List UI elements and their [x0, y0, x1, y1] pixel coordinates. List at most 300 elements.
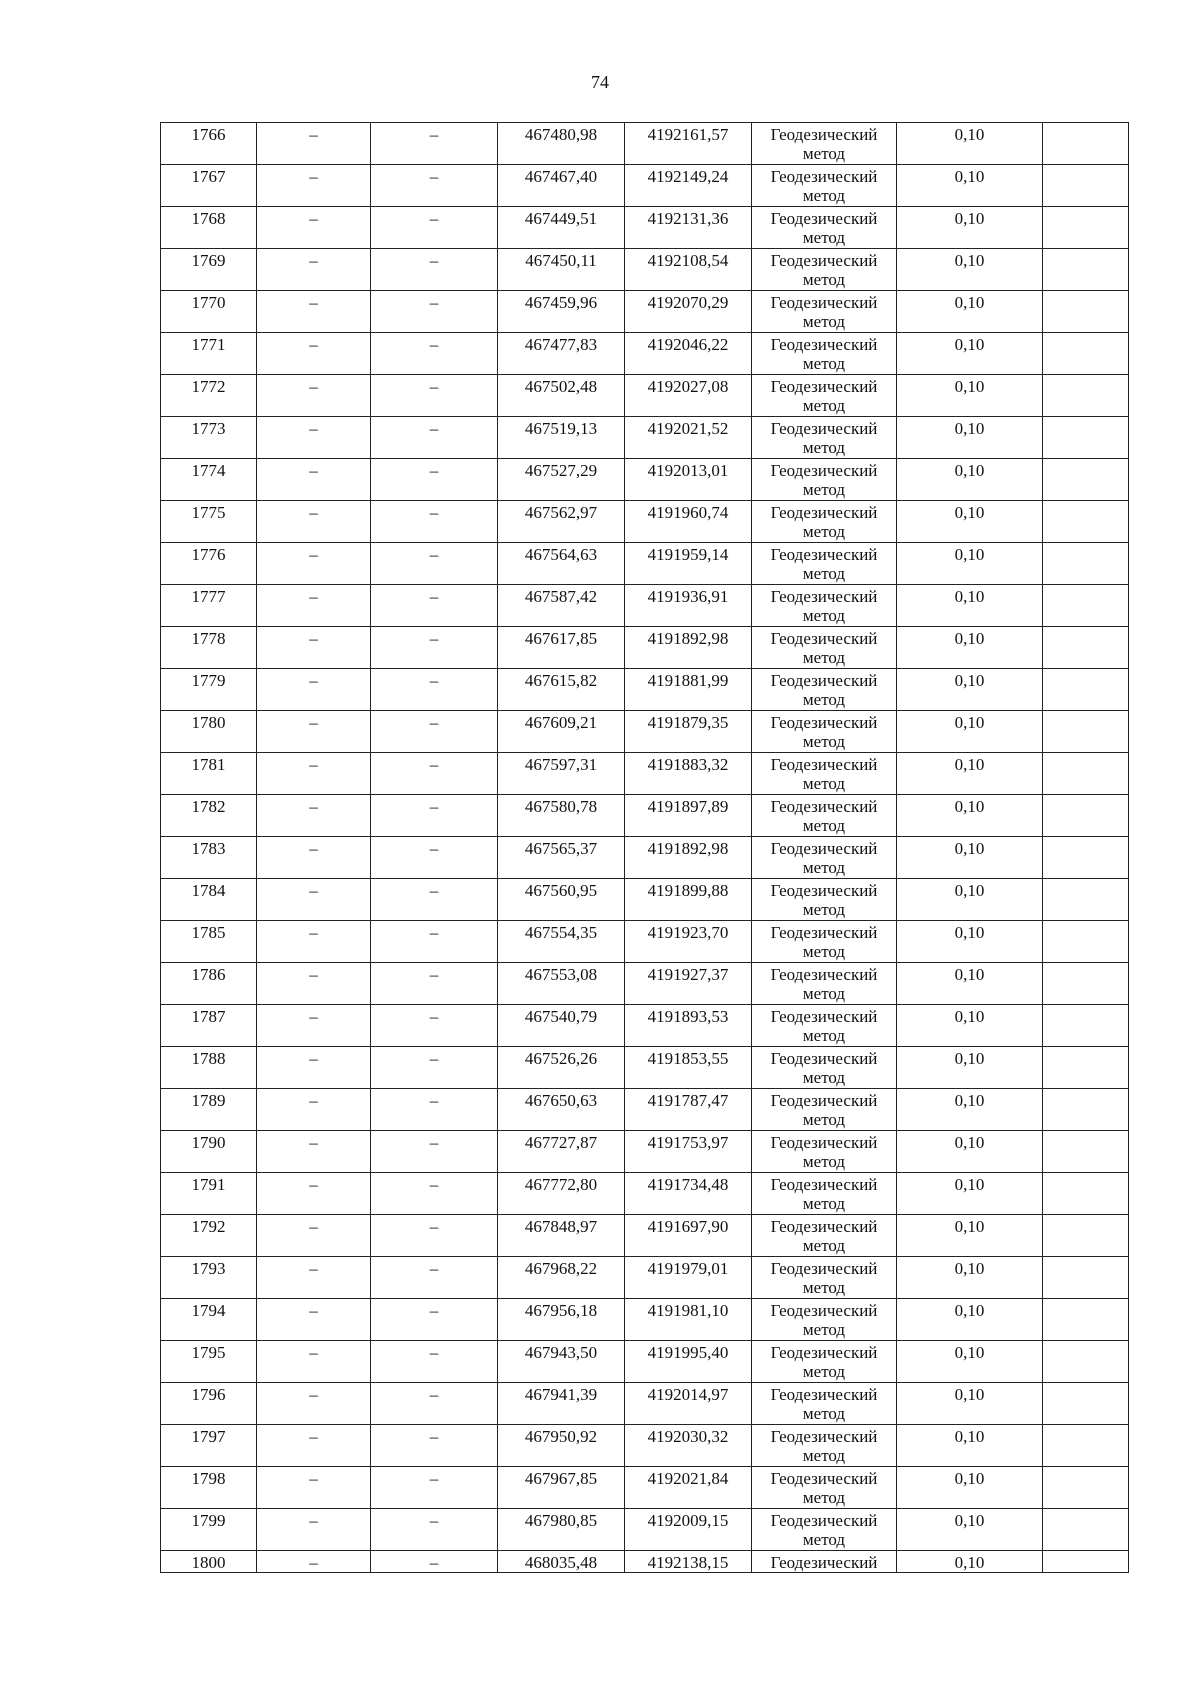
- x-coordinate-text: 467564,63: [524, 545, 598, 564]
- accuracy-cell: [897, 375, 1043, 417]
- method-text: Геодезический метод: [770, 1343, 878, 1381]
- accuracy-cell: [897, 165, 1043, 207]
- accuracy-text: 0,10: [954, 1049, 985, 1068]
- dash-cell-b: [371, 1425, 498, 1467]
- y-coordinate-cell: [625, 1509, 752, 1551]
- x-coordinate-cell: [498, 1467, 625, 1509]
- accuracy-text: 0,10: [954, 629, 985, 648]
- extra-text: [1043, 1425, 1128, 1427]
- accuracy-text: 0,10: [954, 797, 985, 816]
- method-cell: [752, 1173, 897, 1215]
- table-row: [161, 879, 1129, 921]
- x-coordinate-cell: [498, 291, 625, 333]
- extra-text: [1043, 165, 1128, 167]
- dash-text-a: –: [309, 881, 318, 900]
- dash-cell-a: [257, 123, 371, 165]
- x-coordinate-text: 467562,97: [524, 503, 598, 522]
- point-number-cell: [161, 627, 257, 669]
- y-coordinate-cell: [625, 669, 752, 711]
- dash-text-b: –: [429, 1301, 439, 1320]
- extra-text: [1043, 375, 1128, 377]
- extra-cell: [1043, 837, 1129, 879]
- point-number-cell: [161, 1089, 257, 1131]
- dash-cell-b: [371, 1173, 498, 1215]
- accuracy-cell: [897, 585, 1043, 627]
- dash-text-a: –: [309, 377, 318, 396]
- x-coordinate-cell: [498, 627, 625, 669]
- x-coordinate-cell: [498, 669, 625, 711]
- x-coordinate-text: 467477,83: [524, 335, 598, 354]
- method-cell: [752, 1257, 897, 1299]
- dash-text-b: –: [429, 923, 439, 942]
- x-coordinate-cell: [498, 879, 625, 921]
- y-coordinate-text: 4192030,32: [647, 1427, 729, 1446]
- method-text: Геодезический метод: [770, 1427, 878, 1465]
- x-coordinate-text: 467459,96: [524, 293, 598, 312]
- x-coordinate-text: 467580,78: [524, 797, 598, 816]
- x-coordinate-text: 467967,85: [524, 1469, 598, 1488]
- table-row: [161, 207, 1129, 249]
- table-row: [161, 1551, 1129, 1573]
- extra-text: [1043, 1383, 1128, 1385]
- y-coordinate-text: 4191899,88: [647, 881, 729, 900]
- x-coordinate-cell: [498, 963, 625, 1005]
- table-row: [161, 669, 1129, 711]
- dash-cell-a: [257, 1173, 371, 1215]
- point-number-cell: [161, 501, 257, 543]
- table-body: [161, 123, 1129, 1573]
- dash-cell-b: [371, 249, 498, 291]
- y-coordinate-cell: [625, 165, 752, 207]
- method-text: Геодезический метод: [770, 797, 878, 835]
- extra-cell: [1043, 1257, 1129, 1299]
- x-coordinate-cell: [498, 1425, 625, 1467]
- accuracy-cell: [897, 1131, 1043, 1173]
- x-coordinate-cell: [498, 1509, 625, 1551]
- dash-text-b: –: [429, 1511, 439, 1530]
- x-coordinate-text: 467772,80: [524, 1175, 598, 1194]
- accuracy-cell: [897, 291, 1043, 333]
- accuracy-text: 0,10: [954, 755, 985, 774]
- accuracy-cell: [897, 1173, 1043, 1215]
- y-coordinate-text: 4191787,47: [647, 1091, 729, 1110]
- x-coordinate-cell: [498, 1131, 625, 1173]
- method-cell: [752, 417, 897, 459]
- accuracy-text: 0,10: [954, 125, 985, 144]
- method-text: Геодезический метод: [770, 1049, 878, 1087]
- extra-text: [1043, 1215, 1128, 1217]
- y-coordinate-cell: [625, 711, 752, 753]
- point-number-text: 1800: [191, 1553, 226, 1572]
- y-coordinate-cell: [625, 837, 752, 879]
- extra-cell: [1043, 1467, 1129, 1509]
- dash-text-b: –: [429, 881, 439, 900]
- accuracy-text: 0,10: [954, 1385, 985, 1404]
- dash-cell-a: [257, 459, 371, 501]
- y-coordinate-text: 4191853,55: [647, 1049, 729, 1068]
- accuracy-cell: [897, 333, 1043, 375]
- extra-text: [1043, 1173, 1128, 1175]
- dash-cell-a: [257, 543, 371, 585]
- method-cell: [752, 669, 897, 711]
- y-coordinate-text: 4191959,14: [647, 545, 729, 564]
- extra-text: [1043, 1047, 1128, 1049]
- dash-text-a: –: [309, 587, 318, 606]
- method-cell: [752, 1551, 897, 1573]
- accuracy-cell: [897, 921, 1043, 963]
- extra-cell: [1043, 753, 1129, 795]
- point-number-text: 1795: [191, 1343, 226, 1362]
- point-number-text: 1794: [191, 1301, 226, 1320]
- dash-text-b: –: [429, 1217, 439, 1236]
- extra-text: [1043, 123, 1128, 125]
- dash-cell-a: [257, 1341, 371, 1383]
- accuracy-cell: [897, 1005, 1043, 1047]
- accuracy-text: 0,10: [954, 587, 985, 606]
- y-coordinate-cell: [625, 1425, 752, 1467]
- page-number: 74: [591, 72, 609, 92]
- dash-cell-b: [371, 795, 498, 837]
- dash-text-a: –: [309, 1259, 318, 1278]
- accuracy-cell: [897, 459, 1043, 501]
- accuracy-text: 0,10: [954, 923, 985, 942]
- point-number-text: 1793: [191, 1259, 226, 1278]
- accuracy-cell: [897, 1341, 1043, 1383]
- dash-cell-a: [257, 585, 371, 627]
- dash-text-a: –: [309, 209, 318, 228]
- table-row: [161, 795, 1129, 837]
- y-coordinate-cell: [625, 501, 752, 543]
- table-row: [161, 1257, 1129, 1299]
- method-text: Геодезический метод: [770, 1217, 878, 1255]
- method-text: Геодезический метод: [770, 839, 878, 877]
- accuracy-text: 0,10: [954, 335, 985, 354]
- extra-text: [1043, 669, 1128, 671]
- dash-text-a: –: [309, 461, 318, 480]
- dash-text-b: –: [429, 377, 439, 396]
- point-number-text: 1796: [191, 1385, 226, 1404]
- method-text: Геодезический метод: [770, 377, 878, 415]
- dash-text-a: –: [309, 251, 318, 270]
- method-text: Геодезический метод: [770, 125, 878, 163]
- accuracy-cell: [897, 795, 1043, 837]
- y-coordinate-text: 4191892,98: [647, 629, 729, 648]
- dash-cell-b: [371, 1551, 498, 1573]
- dash-text-a: –: [309, 629, 318, 648]
- extra-cell: [1043, 879, 1129, 921]
- extra-text: [1043, 207, 1128, 209]
- y-coordinate-text: 4191753,97: [647, 1133, 729, 1152]
- dash-text-a: –: [309, 923, 318, 942]
- extra-cell: [1043, 585, 1129, 627]
- x-coordinate-cell: [498, 1299, 625, 1341]
- method-cell: [752, 459, 897, 501]
- dash-cell-b: [371, 1341, 498, 1383]
- dash-cell-b: [371, 879, 498, 921]
- y-coordinate-cell: [625, 417, 752, 459]
- x-coordinate-text: 467467,40: [524, 167, 598, 186]
- dash-cell-a: [257, 1131, 371, 1173]
- y-coordinate-text: 4192014,97: [647, 1385, 729, 1404]
- extra-cell: [1043, 1173, 1129, 1215]
- point-number-cell: [161, 669, 257, 711]
- point-number-cell: [161, 837, 257, 879]
- dash-cell-a: [257, 375, 371, 417]
- dash-text-b: –: [429, 1049, 439, 1068]
- dash-text-a: –: [309, 1217, 318, 1236]
- y-coordinate-text: 4192138,15: [647, 1553, 729, 1572]
- point-number-cell: [161, 291, 257, 333]
- method-cell: [752, 1005, 897, 1047]
- accuracy-text: 0,10: [954, 1553, 985, 1572]
- extra-text: [1043, 1467, 1128, 1469]
- x-coordinate-cell: [498, 375, 625, 417]
- dash-cell-b: [371, 753, 498, 795]
- table-row: [161, 837, 1129, 879]
- dash-cell-b: [371, 1131, 498, 1173]
- table-row: [161, 459, 1129, 501]
- table-row: [161, 627, 1129, 669]
- x-coordinate-text: 468035,48: [524, 1553, 598, 1572]
- dash-cell-a: [257, 165, 371, 207]
- point-number-text: 1777: [191, 587, 226, 606]
- dash-text-a: –: [309, 503, 318, 522]
- method-cell: [752, 1509, 897, 1551]
- dash-cell-a: [257, 417, 371, 459]
- x-coordinate-cell: [498, 1047, 625, 1089]
- dash-text-b: –: [429, 629, 439, 648]
- dash-text-b: –: [429, 1553, 439, 1572]
- x-coordinate-cell: [498, 123, 625, 165]
- point-number-cell: [161, 585, 257, 627]
- dash-cell-a: [257, 795, 371, 837]
- method-text: Геодезический метод: [770, 881, 878, 919]
- dash-text-a: –: [309, 1091, 318, 1110]
- dash-cell-b: [371, 1005, 498, 1047]
- accuracy-text: 0,10: [954, 1259, 985, 1278]
- dash-text-a: –: [309, 797, 318, 816]
- x-coordinate-text: 467540,79: [524, 1007, 598, 1026]
- method-cell: [752, 375, 897, 417]
- x-coordinate-cell: [498, 1383, 625, 1425]
- y-coordinate-cell: [625, 1215, 752, 1257]
- dash-cell-a: [257, 921, 371, 963]
- x-coordinate-text: 467943,50: [524, 1343, 598, 1362]
- dash-cell-a: [257, 1089, 371, 1131]
- dash-cell-b: [371, 1467, 498, 1509]
- extra-cell: [1043, 1089, 1129, 1131]
- point-number-text: 1781: [191, 755, 226, 774]
- extra-cell: [1043, 291, 1129, 333]
- method-text: Геодезический метод: [770, 755, 878, 793]
- dash-cell-a: [257, 669, 371, 711]
- extra-text: [1043, 1509, 1128, 1511]
- y-coordinate-text: 4192009,15: [647, 1511, 729, 1530]
- y-coordinate-text: 4191923,70: [647, 923, 729, 942]
- point-number-cell: [161, 711, 257, 753]
- point-number-cell: [161, 333, 257, 375]
- accuracy-text: 0,10: [954, 1217, 985, 1236]
- accuracy-text: 0,10: [954, 1301, 985, 1320]
- method-text: Геодезический метод: [770, 1385, 878, 1423]
- method-cell: [752, 1467, 897, 1509]
- point-number-cell: [161, 1425, 257, 1467]
- y-coordinate-text: 4191734,48: [647, 1175, 729, 1194]
- dash-text-b: –: [429, 545, 439, 564]
- accuracy-cell: [897, 1467, 1043, 1509]
- dash-text-b: –: [429, 209, 439, 228]
- method-text: Геодезический метод: [770, 503, 878, 541]
- dash-cell-b: [371, 417, 498, 459]
- method-cell: [752, 837, 897, 879]
- dash-cell-a: [257, 963, 371, 1005]
- accuracy-cell: [897, 1509, 1043, 1551]
- method-cell: [752, 249, 897, 291]
- extra-cell: [1043, 249, 1129, 291]
- y-coordinate-text: 4192021,84: [647, 1469, 729, 1488]
- y-coordinate-text: 4192013,01: [647, 461, 729, 480]
- extra-text: [1043, 1257, 1128, 1259]
- accuracy-text: 0,10: [954, 671, 985, 690]
- dash-text-a: –: [309, 1133, 318, 1152]
- table-row: [161, 753, 1129, 795]
- y-coordinate-cell: [625, 753, 752, 795]
- point-number-text: 1797: [191, 1427, 226, 1446]
- dash-cell-a: [257, 1299, 371, 1341]
- table-row: [161, 1215, 1129, 1257]
- method-cell: [752, 879, 897, 921]
- y-coordinate-text: 4192149,24: [647, 167, 729, 186]
- table-row: [161, 165, 1129, 207]
- accuracy-text: 0,10: [954, 1007, 985, 1026]
- y-coordinate-text: 4192021,52: [647, 419, 729, 438]
- extra-cell: [1043, 795, 1129, 837]
- x-coordinate-text: 467980,85: [524, 1511, 598, 1530]
- dash-cell-b: [371, 711, 498, 753]
- y-coordinate-cell: [625, 795, 752, 837]
- table-row: [161, 1047, 1129, 1089]
- x-coordinate-cell: [498, 921, 625, 963]
- table-row: [161, 1131, 1129, 1173]
- y-coordinate-text: 4191893,53: [647, 1007, 729, 1026]
- dash-text-b: –: [429, 797, 439, 816]
- point-number-text: 1787: [191, 1007, 226, 1026]
- method-text: Геодезический метод: [770, 923, 878, 961]
- accuracy-text: 0,10: [954, 503, 985, 522]
- dash-cell-b: [371, 1047, 498, 1089]
- extra-cell: [1043, 207, 1129, 249]
- method-cell: [752, 627, 897, 669]
- extra-text: [1043, 921, 1128, 923]
- point-number-cell: [161, 795, 257, 837]
- method-text: Геодезический метод: [770, 1259, 878, 1297]
- method-text: Геодезический метод: [770, 1133, 878, 1171]
- x-coordinate-text: 467519,13: [524, 419, 598, 438]
- extra-cell: [1043, 1047, 1129, 1089]
- y-coordinate-text: 4192161,57: [647, 125, 729, 144]
- accuracy-cell: [897, 207, 1043, 249]
- x-coordinate-cell: [498, 207, 625, 249]
- y-coordinate-cell: [625, 1257, 752, 1299]
- dash-cell-b: [371, 837, 498, 879]
- x-coordinate-cell: [498, 585, 625, 627]
- dash-text-b: –: [429, 755, 439, 774]
- method-text: Геодезический метод: [770, 545, 878, 583]
- extra-text: [1043, 1089, 1128, 1091]
- dash-cell-b: [371, 1509, 498, 1551]
- method-text: Геодезический метод: [770, 629, 878, 667]
- method-text: Геодезический метод: [770, 1091, 878, 1129]
- method-text: Геодезический метод: [770, 1511, 878, 1549]
- method-cell: [752, 963, 897, 1005]
- table-row: [161, 963, 1129, 1005]
- y-coordinate-cell: [625, 627, 752, 669]
- dash-cell-a: [257, 1425, 371, 1467]
- method-text: Геодезический: [770, 1553, 878, 1572]
- accuracy-cell: [897, 123, 1043, 165]
- dash-text-b: –: [429, 1175, 439, 1194]
- dash-cell-a: [257, 1383, 371, 1425]
- point-number-text: 1773: [191, 419, 226, 438]
- extra-cell: [1043, 333, 1129, 375]
- accuracy-cell: [897, 249, 1043, 291]
- dash-cell-b: [371, 291, 498, 333]
- method-cell: [752, 1131, 897, 1173]
- accuracy-cell: [897, 1215, 1043, 1257]
- dash-text-b: –: [429, 167, 439, 186]
- point-number-text: 1771: [191, 335, 226, 354]
- accuracy-cell: [897, 1383, 1043, 1425]
- y-coordinate-cell: [625, 207, 752, 249]
- accuracy-text: 0,10: [954, 1427, 985, 1446]
- x-coordinate-cell: [498, 543, 625, 585]
- x-coordinate-text: 467609,21: [524, 713, 598, 732]
- y-coordinate-cell: [625, 1005, 752, 1047]
- dash-text-a: –: [309, 1301, 318, 1320]
- extra-cell: [1043, 123, 1129, 165]
- method-text: Геодезический метод: [770, 251, 878, 289]
- accuracy-cell: [897, 669, 1043, 711]
- table-row: [161, 1509, 1129, 1551]
- table-row: [161, 375, 1129, 417]
- method-cell: [752, 1089, 897, 1131]
- dash-text-b: –: [429, 1427, 439, 1446]
- x-coordinate-cell: [498, 333, 625, 375]
- dash-text-b: –: [429, 1469, 439, 1488]
- dash-cell-b: [371, 207, 498, 249]
- extra-text: [1043, 1341, 1128, 1343]
- extra-cell: [1043, 165, 1129, 207]
- accuracy-text: 0,10: [954, 545, 985, 564]
- coordinates-table: [160, 122, 1129, 1573]
- method-text: Геодезический метод: [770, 965, 878, 1003]
- y-coordinate-text: 4192046,22: [647, 335, 729, 354]
- accuracy-cell: [897, 1425, 1043, 1467]
- extra-text: [1043, 501, 1128, 503]
- dash-cell-b: [371, 375, 498, 417]
- extra-cell: [1043, 501, 1129, 543]
- y-coordinate-cell: [625, 585, 752, 627]
- dash-cell-b: [371, 669, 498, 711]
- x-coordinate-cell: [498, 165, 625, 207]
- dash-text-a: –: [309, 1049, 318, 1068]
- point-number-text: 1784: [191, 881, 226, 900]
- accuracy-cell: [897, 1047, 1043, 1089]
- dash-text-a: –: [309, 1007, 318, 1026]
- extra-text: [1043, 333, 1128, 335]
- point-number-text: 1774: [191, 461, 226, 480]
- dash-text-a: –: [309, 1343, 318, 1362]
